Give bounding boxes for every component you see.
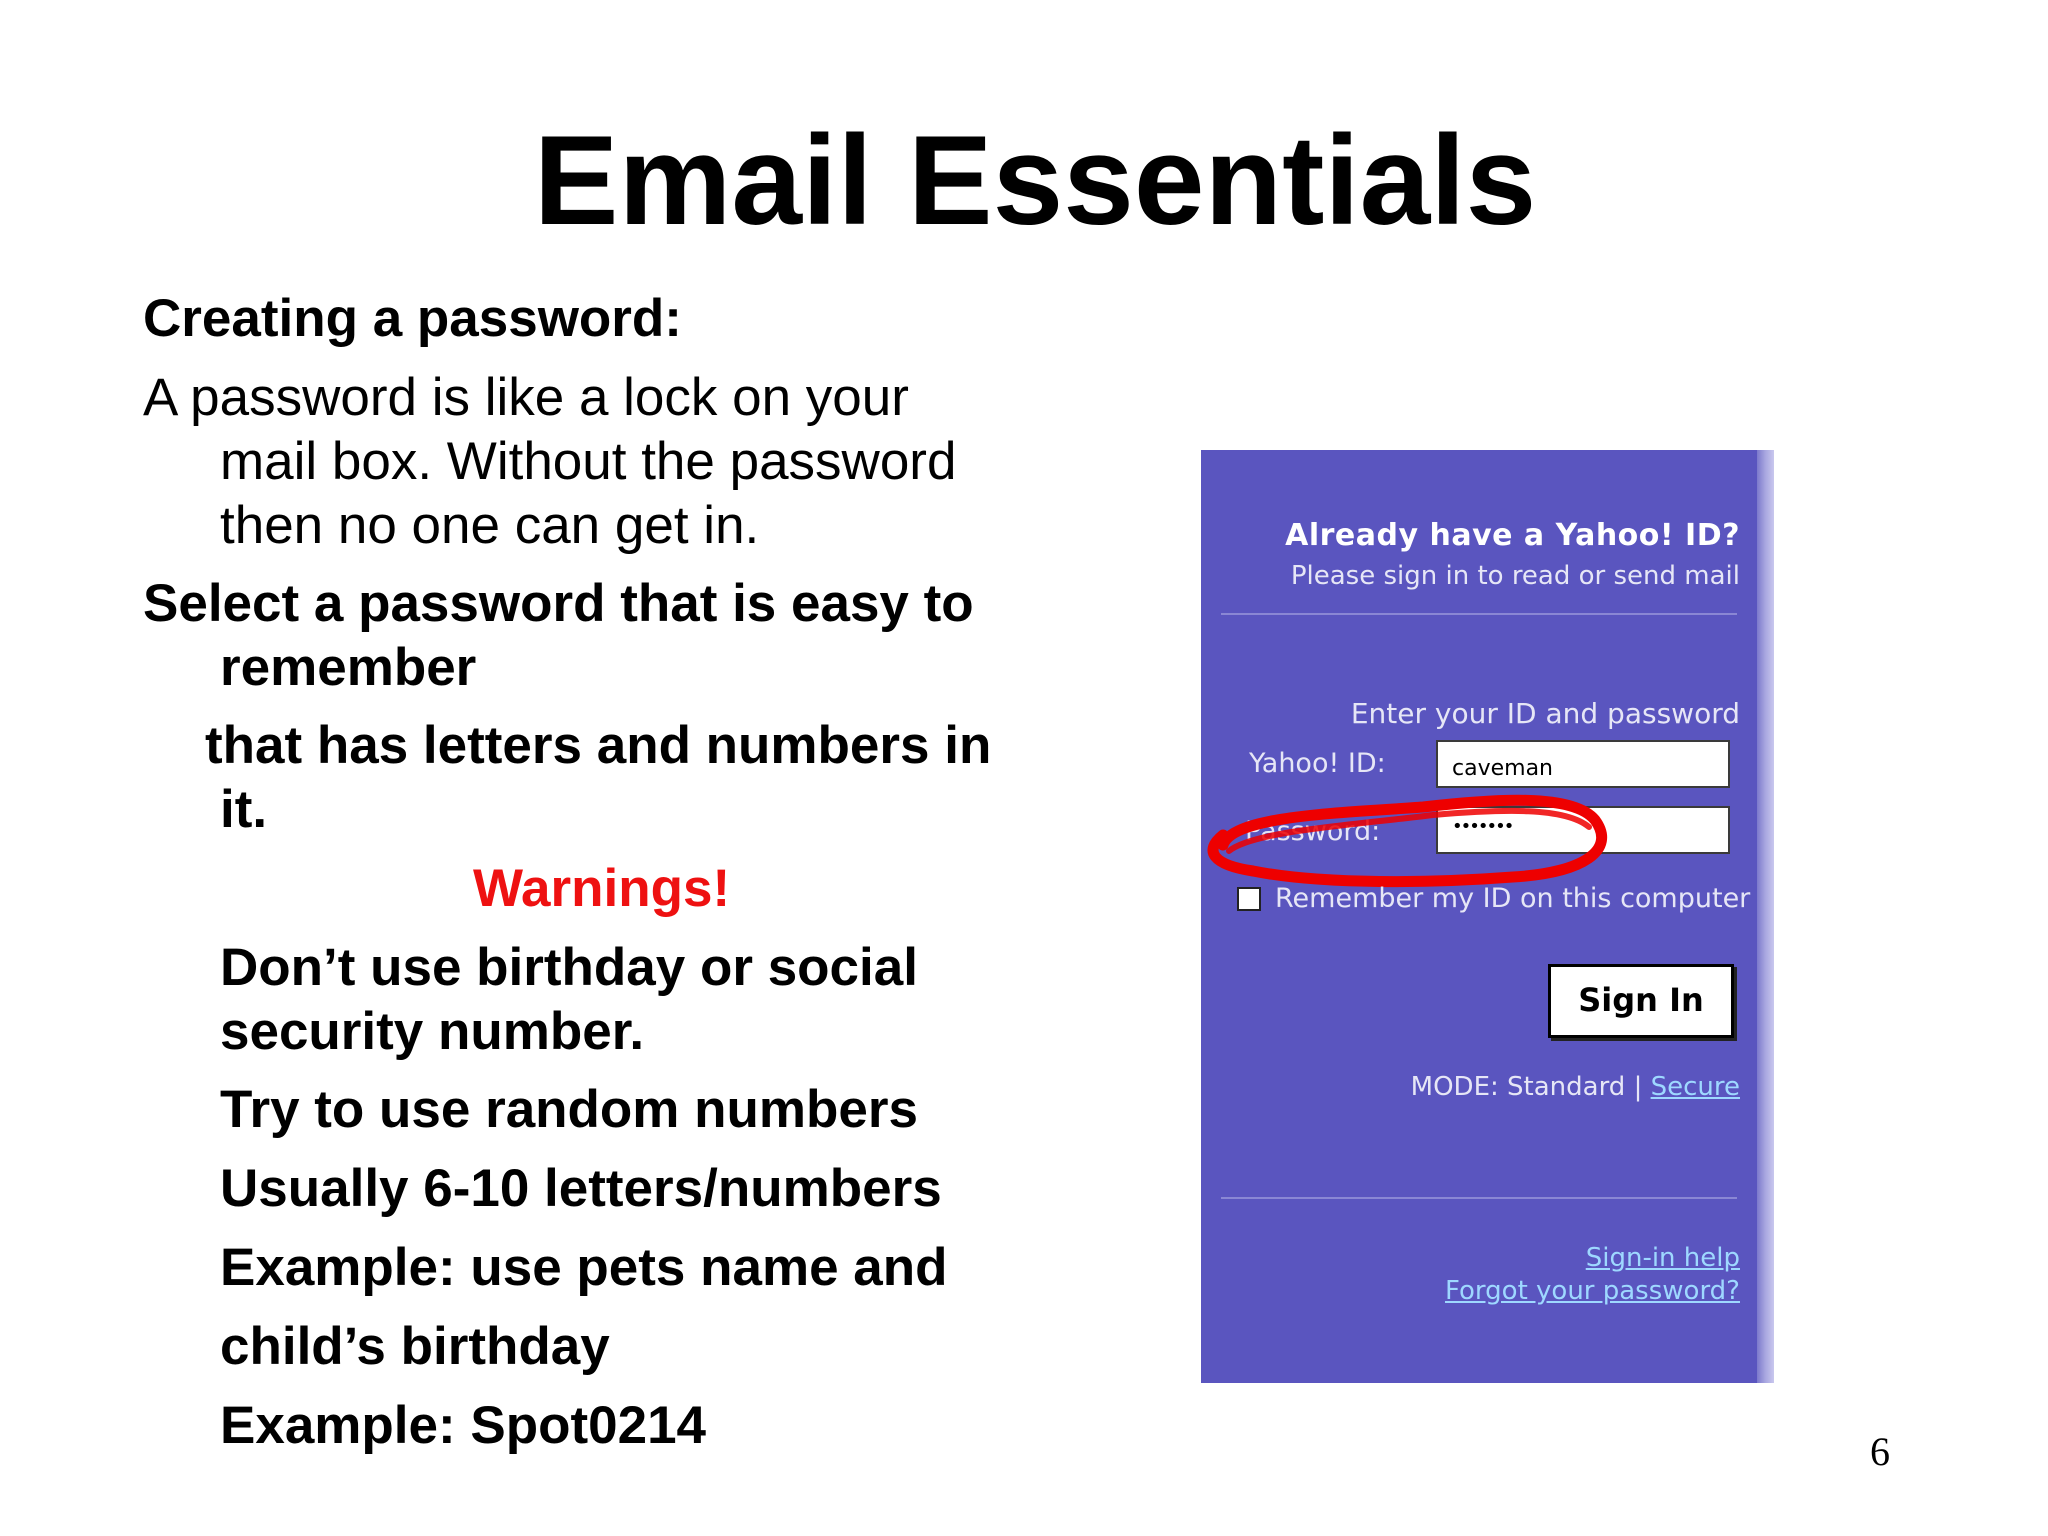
- divider-top: [1221, 613, 1737, 615]
- remember-label: Remember my ID on this computer: [1275, 883, 1751, 914]
- panel-edge: [1757, 450, 1774, 1383]
- letters-tip-line-2: it.: [220, 780, 268, 839]
- select-tip-line-1: Select a password that is easy to: [143, 574, 974, 633]
- paragraph-line-1: A password is like a lock on your: [143, 368, 909, 427]
- signin-heading: Already have a Yahoo! ID?: [1285, 518, 1740, 553]
- warning-birthday-line-2: security number.: [220, 1002, 645, 1061]
- password-input[interactable]: •••••••: [1436, 806, 1730, 854]
- secure-link[interactable]: Secure: [1650, 1072, 1740, 1102]
- tip-length: Usually 6-10 letters/numbers: [220, 1159, 942, 1218]
- sign-in-button[interactable]: Sign In: [1548, 964, 1734, 1038]
- example-1-line-1: Example: use pets name and: [220, 1238, 948, 1297]
- example-2: Example: Spot0214: [220, 1396, 707, 1455]
- section-heading: Creating a password:: [143, 289, 682, 348]
- signin-subheading: Please sign in to read or send mail: [1290, 561, 1740, 591]
- yahoo-id-input[interactable]: caveman: [1436, 740, 1730, 788]
- divider-bottom: [1221, 1197, 1737, 1199]
- letters-tip-line-1: that has letters and numbers in: [205, 716, 992, 775]
- mode-line: [1411, 1072, 1740, 1102]
- password-label: Password:: [1245, 816, 1381, 847]
- tip-random-numbers: Try to use random numbers: [220, 1080, 918, 1139]
- signin-help-link[interactable]: Sign-in help: [1585, 1243, 1740, 1273]
- warning-birthday-line-1: Don’t use birthday or social: [220, 938, 918, 997]
- slide-title: Email Essentials: [533, 109, 1537, 251]
- select-tip-line-2: remember: [220, 638, 477, 697]
- example-1-line-2: child’s birthday: [220, 1317, 610, 1376]
- warnings-heading: Warnings!: [473, 859, 731, 918]
- enter-prompt: Enter your ID and password: [1350, 697, 1740, 730]
- paragraph-line-2: mail box. Without the password: [220, 432, 957, 491]
- yahoo-id-label: Yahoo! ID:: [1249, 748, 1386, 779]
- mode-text: MODE: Standard |: [1410, 1072, 1643, 1102]
- paragraph-line-3: then no one can get in.: [220, 496, 760, 555]
- page-number: 6: [1870, 1429, 1890, 1474]
- forgot-password-link[interactable]: Forgot your password?: [1444, 1276, 1740, 1306]
- yahoo-signin-screenshot: [1201, 450, 1774, 1383]
- remember-checkbox[interactable]: [1237, 887, 1261, 911]
